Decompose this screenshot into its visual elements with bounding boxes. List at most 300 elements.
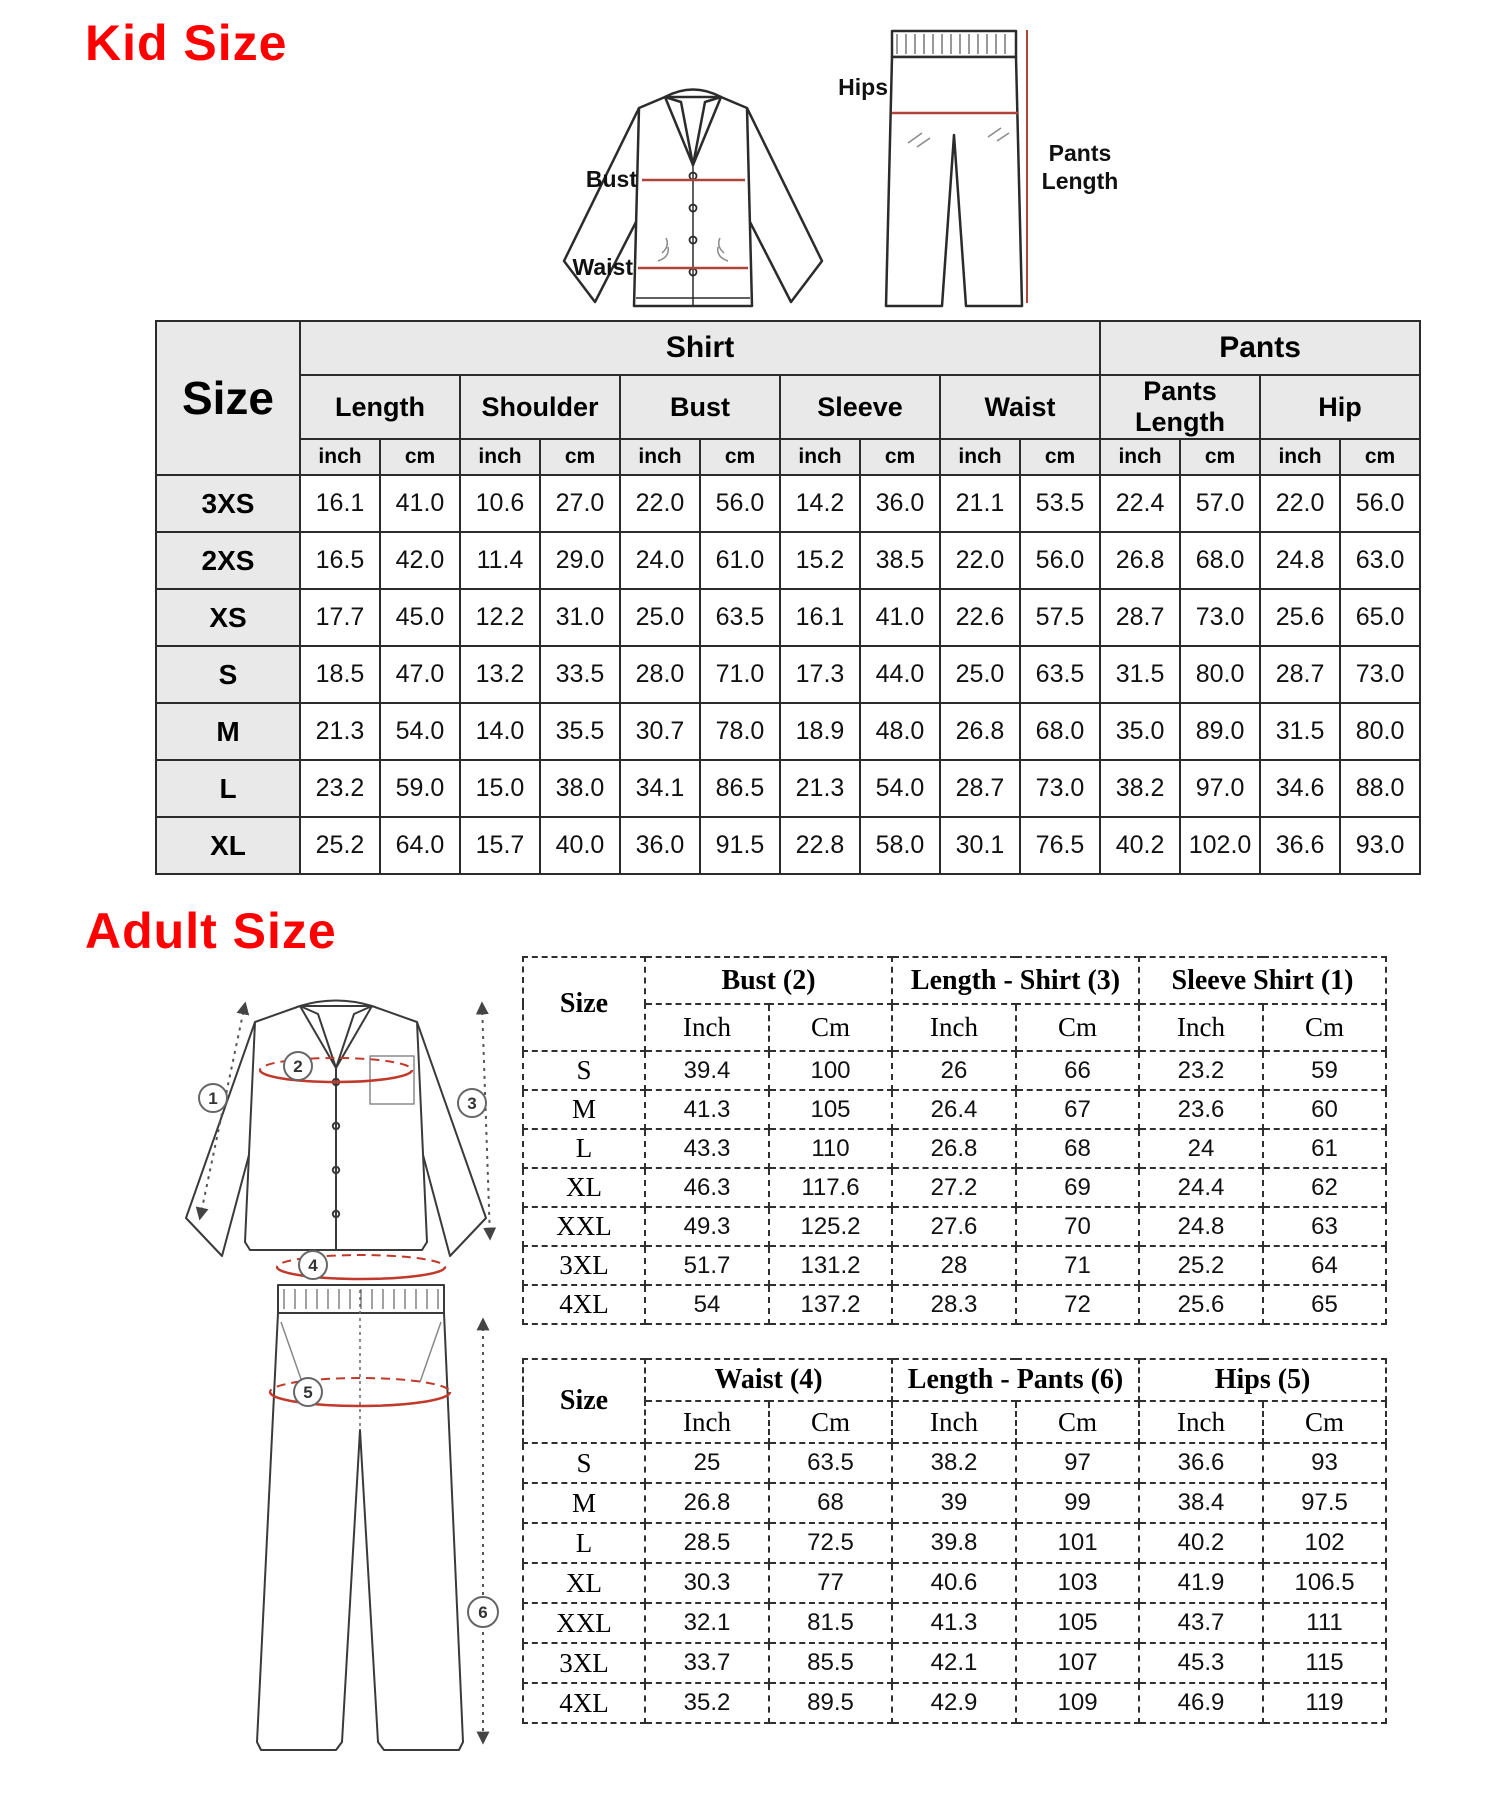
adult-cell: 64: [1263, 1246, 1386, 1285]
kid-unit-cm: cm: [540, 439, 620, 475]
adult-size-title: Adult Size: [85, 903, 337, 959]
kid-cell: 86.5: [700, 760, 780, 817]
kid-cell: 97.0: [1180, 760, 1260, 817]
kid-cell: 40.2: [1100, 817, 1180, 874]
adult-row-size: M: [523, 1483, 645, 1523]
kid-cell: 73.0: [1020, 760, 1100, 817]
adult-group-header: Length - Pants (6): [892, 1359, 1139, 1401]
kid-group-header: Pants: [1100, 321, 1420, 375]
kid-unit-inch: inch: [460, 439, 540, 475]
adult-table-row: [523, 1563, 1386, 1603]
kid-cell: 25.0: [940, 646, 1020, 703]
callout-1-number: 1: [208, 1089, 218, 1108]
kid-cell: 26.8: [1100, 532, 1180, 589]
adult-cell: 39.8: [892, 1523, 1016, 1563]
adult-cell: 61: [1263, 1129, 1386, 1168]
adult-table-row: [523, 1246, 1386, 1285]
kid-cell: 57.0: [1180, 475, 1260, 532]
kid-cell: 38.5: [860, 532, 940, 589]
adult-cell: 97: [1016, 1443, 1139, 1483]
kid-unit-inch: inch: [780, 439, 860, 475]
adult-row-size: 4XL: [523, 1683, 645, 1723]
adult-table-row: [523, 1090, 1386, 1129]
adult-row-size: XL: [523, 1563, 645, 1603]
adult-table-row: [523, 1168, 1386, 1207]
kid-cell: 21.3: [300, 703, 380, 760]
adult-cell: 46.3: [645, 1168, 769, 1207]
adult-cell: 24: [1139, 1129, 1263, 1168]
kid-cell: 22.0: [620, 475, 700, 532]
adult-cell: 69: [1016, 1168, 1139, 1207]
adult-unit-cm: Cm: [769, 1004, 892, 1051]
adult-unit-cm: Cm: [1016, 1004, 1139, 1051]
kid-cell: 63.5: [700, 589, 780, 646]
adult-group-header: Sleeve Shirt (1): [1139, 957, 1386, 1004]
kid-table-row: [156, 589, 1420, 646]
kid-cell: 17.3: [780, 646, 860, 703]
kid-cell: 58.0: [860, 817, 940, 874]
adult-unit-inch: Inch: [1139, 1004, 1263, 1051]
kid-cell: 22.4: [1100, 475, 1180, 532]
adult-table-row: [523, 1683, 1386, 1723]
kid-cell: 53.5: [1020, 475, 1100, 532]
adult-cell: 62: [1263, 1168, 1386, 1207]
adult-cell: 40.2: [1139, 1523, 1263, 1563]
kid-cell: 71.0: [700, 646, 780, 703]
kid-cell: 76.5: [1020, 817, 1100, 874]
adult-cell: 63: [1263, 1207, 1386, 1246]
kid-cell: 38.2: [1100, 760, 1180, 817]
kid-cell: 22.8: [780, 817, 860, 874]
kid-cell: 13.2: [460, 646, 540, 703]
kid-column-header: Length: [300, 375, 460, 439]
adult-cell: 77: [769, 1563, 892, 1603]
kid-cell: 22.6: [940, 589, 1020, 646]
kid-cell: 36.6: [1260, 817, 1340, 874]
adult-cell: 41.3: [645, 1090, 769, 1129]
kid-cell: 68.0: [1020, 703, 1100, 760]
adult-cell: 35.2: [645, 1683, 769, 1723]
kid-cell: 48.0: [860, 703, 940, 760]
adult-table-row: [523, 1483, 1386, 1523]
kid-cell: 21.1: [940, 475, 1020, 532]
adult-cell: 46.9: [1139, 1683, 1263, 1723]
kid-cell: 36.0: [620, 817, 700, 874]
adult-cell: 28.5: [645, 1523, 769, 1563]
kid-cell: 59.0: [380, 760, 460, 817]
kid-row-size: XL: [156, 817, 300, 874]
adult-cell: 93: [1263, 1443, 1386, 1483]
kid-cell: 23.2: [300, 760, 380, 817]
kid-cell: 73.0: [1340, 646, 1420, 703]
adult-cell: 36.6: [1139, 1443, 1263, 1483]
kid-cell: 34.6: [1260, 760, 1340, 817]
adult-table-row: [523, 1129, 1386, 1168]
callout-1: [199, 1084, 227, 1112]
kid-unit-cm: cm: [1180, 439, 1260, 475]
kid-cell: 61.0: [700, 532, 780, 589]
adult-cell: 102: [1263, 1523, 1386, 1563]
adult-cell: 100: [769, 1051, 892, 1090]
kid-unit-inch: inch: [940, 439, 1020, 475]
adult-cell: 40.6: [892, 1563, 1016, 1603]
adult-cell: 137.2: [769, 1285, 892, 1324]
kid-cell: 22.0: [940, 532, 1020, 589]
adult-cell: 67: [1016, 1090, 1139, 1129]
kid-cell: 56.0: [1340, 475, 1420, 532]
kid-cell: 38.0: [540, 760, 620, 817]
adult-cell: 65: [1263, 1285, 1386, 1324]
adult-cell: 107: [1016, 1643, 1139, 1683]
kid-cell: 11.4: [460, 532, 540, 589]
adult-unit-cm: Cm: [1016, 1401, 1139, 1443]
adult-shirt-size-table: [522, 956, 1387, 1325]
kid-unit-cm: cm: [1340, 439, 1420, 475]
callout-3: [458, 1089, 486, 1117]
adult-cell: 27.2: [892, 1168, 1016, 1207]
callout-4: [299, 1251, 327, 1279]
adult-cell: 72.5: [769, 1523, 892, 1563]
kid-column-header: Shoulder: [460, 375, 620, 439]
adult-row-size: L: [523, 1129, 645, 1168]
adult-cell: 54: [645, 1285, 769, 1324]
kid-cell: 45.0: [380, 589, 460, 646]
adult-cell: 49.3: [645, 1207, 769, 1246]
adult-table-row: [523, 1523, 1386, 1563]
kid-cell: 30.7: [620, 703, 700, 760]
kid-cell: 91.5: [700, 817, 780, 874]
adult-cell: 39: [892, 1483, 1016, 1523]
adult-table-row: [523, 1443, 1386, 1483]
kid-cell: 18.5: [300, 646, 380, 703]
adult-cell: 59: [1263, 1051, 1386, 1090]
kid-cell: 34.1: [620, 760, 700, 817]
adult-cell: 39.4: [645, 1051, 769, 1090]
kid-cell: 44.0: [860, 646, 940, 703]
kid-cell: 10.6: [460, 475, 540, 532]
kid-cell: 22.0: [1260, 475, 1340, 532]
kid-size-title: Kid Size: [85, 15, 288, 71]
adult-cell: 42.1: [892, 1643, 1016, 1683]
callout-4-number: 4: [308, 1256, 318, 1275]
kid-unit-inch: inch: [620, 439, 700, 475]
kid-cell: 35.5: [540, 703, 620, 760]
kid-size-table: [155, 320, 1421, 875]
adult-cell: 63.5: [769, 1443, 892, 1483]
kid-cell: 54.0: [380, 703, 460, 760]
adult-cell: 81.5: [769, 1603, 892, 1643]
adult-cell: 89.5: [769, 1683, 892, 1723]
kid-size-header: Size: [156, 321, 300, 475]
kid-unit-inch: inch: [1100, 439, 1180, 475]
adult-row-size: 4XL: [523, 1285, 645, 1324]
adult-cell: 103: [1016, 1563, 1139, 1603]
adult-unit-cm: Cm: [1263, 1401, 1386, 1443]
kid-cell: 25.6: [1260, 589, 1340, 646]
callout-3-number: 3: [467, 1094, 477, 1113]
kid-table-row: [156, 646, 1420, 703]
adult-cell: 28: [892, 1246, 1016, 1285]
adult-table-row: [523, 1285, 1386, 1324]
kid-cell: 18.9: [780, 703, 860, 760]
adult-table-row: [523, 1603, 1386, 1643]
adult-group-header: Hips (5): [1139, 1359, 1386, 1401]
kid-cell: 16.1: [300, 475, 380, 532]
adult-row-size: M: [523, 1090, 645, 1129]
adult-group-header: Bust (2): [645, 957, 892, 1004]
adult-cell: 33.7: [645, 1643, 769, 1683]
adult-table-row: [523, 1207, 1386, 1246]
adult-row-size: 3XL: [523, 1246, 645, 1285]
kid-cell: 14.0: [460, 703, 540, 760]
kid-cell: 31.5: [1260, 703, 1340, 760]
kid-cell: 15.0: [460, 760, 540, 817]
kid-cell: 31.5: [1100, 646, 1180, 703]
adult-cell: 110: [769, 1129, 892, 1168]
kid-row-size: M: [156, 703, 300, 760]
kid-cell: 102.0: [1180, 817, 1260, 874]
adult-unit-inch: Inch: [645, 1004, 769, 1051]
adult-cell: 24.8: [1139, 1207, 1263, 1246]
adult-cell: 26.8: [892, 1129, 1016, 1168]
adult-unit-inch: Inch: [645, 1401, 769, 1443]
kid-cell: 57.5: [1020, 589, 1100, 646]
kid-waist-label: Waist: [572, 254, 633, 280]
kid-column-header: Hip: [1260, 375, 1420, 439]
kid-bust-label: Bust: [585, 166, 637, 192]
kid-cell: 14.2: [780, 475, 860, 532]
kid-cell: 15.2: [780, 532, 860, 589]
adult-row-size: XXL: [523, 1603, 645, 1643]
adult-cell: 24.4: [1139, 1168, 1263, 1207]
kid-cell: 36.0: [860, 475, 940, 532]
adult-group-header: Length - Shirt (3): [892, 957, 1139, 1004]
adult-pants-table-body: [523, 1443, 1386, 1723]
callout-2-number: 2: [293, 1057, 303, 1076]
adult-cell: 26.8: [645, 1483, 769, 1523]
kid-cell: 24.0: [620, 532, 700, 589]
adult-table-row: [523, 1051, 1386, 1090]
kid-cell: 42.0: [380, 532, 460, 589]
adult-cell: 45.3: [1139, 1643, 1263, 1683]
adult-unit-cm: Cm: [1263, 1004, 1386, 1051]
kid-table-row: [156, 532, 1420, 589]
adult-row-size: XXL: [523, 1207, 645, 1246]
adult-cell: 72: [1016, 1285, 1139, 1324]
adult-cell: 38.4: [1139, 1483, 1263, 1523]
adult-cell: 131.2: [769, 1246, 892, 1285]
kid-cell: 68.0: [1180, 532, 1260, 589]
kid-hips-label: Hips: [838, 74, 888, 100]
adult-cell: 41.3: [892, 1603, 1016, 1643]
adult-cell: 119: [1263, 1683, 1386, 1723]
kid-unit-cm: cm: [380, 439, 460, 475]
adult-cell: 32.1: [645, 1603, 769, 1643]
adult-unit-inch: Inch: [1139, 1401, 1263, 1443]
kid-cell: 78.0: [700, 703, 780, 760]
adult-cell: 70: [1016, 1207, 1139, 1246]
kid-cell: 56.0: [700, 475, 780, 532]
kid-table-row: [156, 817, 1420, 874]
adult-cell: 42.9: [892, 1683, 1016, 1723]
adult-cell: 66: [1016, 1051, 1139, 1090]
adult-size-header: Size: [523, 957, 645, 1051]
adult-group-header: Waist (4): [645, 1359, 892, 1401]
kid-unit-cm: cm: [700, 439, 780, 475]
kid-group-header: Shirt: [300, 321, 1100, 375]
adult-cell: 26.4: [892, 1090, 1016, 1129]
adult-cell: 38.2: [892, 1443, 1016, 1483]
kid-pants-length-label-line2: Length: [1041, 168, 1119, 194]
kid-column-header: Waist: [940, 375, 1100, 439]
adult-cell: 23.6: [1139, 1090, 1263, 1129]
adult-cell: 28.3: [892, 1285, 1016, 1324]
kid-cell: 41.0: [380, 475, 460, 532]
kid-cell: 15.7: [460, 817, 540, 874]
adult-unit-inch: Inch: [892, 1004, 1016, 1051]
adult-cell: 68: [1016, 1129, 1139, 1168]
adult-row-size: L: [523, 1523, 645, 1563]
kid-garment-diagram: [440, 15, 1140, 320]
kid-table-head: [156, 321, 1420, 475]
adult-cell: 97.5: [1263, 1483, 1386, 1523]
kid-cell: 17.7: [300, 589, 380, 646]
kid-cell: 80.0: [1180, 646, 1260, 703]
adult-cell: 25.2: [1139, 1246, 1263, 1285]
adult-shirt-table-body: [523, 1051, 1386, 1324]
kid-cell: 27.0: [540, 475, 620, 532]
adult-garment-diagram: [150, 990, 530, 1760]
kid-cell: 89.0: [1180, 703, 1260, 760]
kid-cell: 64.0: [380, 817, 460, 874]
kid-cell: 56.0: [1020, 532, 1100, 589]
adult-unit-cm: Cm: [769, 1401, 892, 1443]
adult-size-header: Size: [523, 1359, 645, 1443]
kid-cell: 93.0: [1340, 817, 1420, 874]
adult-pajama-shirt: [186, 1001, 486, 1257]
kid-cell: 80.0: [1340, 703, 1420, 760]
adult-cell: 25.6: [1139, 1285, 1263, 1324]
kid-cell: 47.0: [380, 646, 460, 703]
kid-cell: 54.0: [860, 760, 940, 817]
adult-table-row: [523, 1643, 1386, 1683]
kid-cell: 12.2: [460, 589, 540, 646]
adult-cell: 117.6: [769, 1168, 892, 1207]
adult-cell: 27.6: [892, 1207, 1016, 1246]
adult-cell: 30.3: [645, 1563, 769, 1603]
adult-cell: 51.7: [645, 1246, 769, 1285]
kid-cell: 73.0: [1180, 589, 1260, 646]
kid-table-row: [156, 475, 1420, 532]
kid-cell: 30.1: [940, 817, 1020, 874]
kid-table-row: [156, 703, 1420, 760]
adult-pants-table-head: [523, 1359, 1386, 1443]
adult-pants-size-table: [522, 1358, 1387, 1724]
kid-cell: 21.3: [780, 760, 860, 817]
adult-unit-inch: Inch: [892, 1401, 1016, 1443]
kid-cell: 16.1: [780, 589, 860, 646]
adult-cell: 71: [1016, 1246, 1139, 1285]
kid-row-size: 3XS: [156, 475, 300, 532]
adult-cell: 43.3: [645, 1129, 769, 1168]
kid-cell: 63.0: [1340, 532, 1420, 589]
kid-column-header: Sleeve: [780, 375, 940, 439]
kid-cell: 28.7: [1100, 589, 1180, 646]
callout-2: [284, 1052, 312, 1080]
kid-unit-inch: inch: [1260, 439, 1340, 475]
kid-cell: 24.8: [1260, 532, 1340, 589]
kid-row-size: S: [156, 646, 300, 703]
adult-cell: 106.5: [1263, 1563, 1386, 1603]
adult-cell: 25: [645, 1443, 769, 1483]
kid-cell: 40.0: [540, 817, 620, 874]
kid-unit-inch: inch: [300, 439, 380, 475]
kid-cell: 28.0: [620, 646, 700, 703]
adult-cell: 101: [1016, 1523, 1139, 1563]
kid-cell: 26.8: [940, 703, 1020, 760]
callout-6-number: 6: [478, 1603, 488, 1622]
kid-cell: 28.7: [1260, 646, 1340, 703]
adult-row-size: XL: [523, 1168, 645, 1207]
kid-cell: 88.0: [1340, 760, 1420, 817]
kid-cell: 16.5: [300, 532, 380, 589]
kid-cell: 31.0: [540, 589, 620, 646]
adult-cell: 115: [1263, 1643, 1386, 1683]
adult-cell: 68: [769, 1483, 892, 1523]
adult-cell: 125.2: [769, 1207, 892, 1246]
kid-pajama-pants: [886, 31, 1022, 306]
kid-cell: 28.7: [940, 760, 1020, 817]
kid-cell: 35.0: [1100, 703, 1180, 760]
kid-column-header: Pants Length: [1100, 375, 1260, 439]
adult-cell: 111: [1263, 1603, 1386, 1643]
adult-cell: 41.9: [1139, 1563, 1263, 1603]
adult-cell: 105: [769, 1090, 892, 1129]
adult-row-size: 3XL: [523, 1643, 645, 1683]
adult-cell: 99: [1016, 1483, 1139, 1523]
kid-cell: 33.5: [540, 646, 620, 703]
kid-cell: 41.0: [860, 589, 940, 646]
adult-cell: 26: [892, 1051, 1016, 1090]
adult-cell: 43.7: [1139, 1603, 1263, 1643]
kid-row-size: 2XS: [156, 532, 300, 589]
callout-6: [468, 1597, 498, 1627]
kid-pants-length-label-line1: Pants: [1048, 140, 1112, 166]
adult-pajama-pants: [257, 1285, 463, 1750]
kid-cell: 25.2: [300, 817, 380, 874]
kid-row-size: L: [156, 760, 300, 817]
adult-cell: 85.5: [769, 1643, 892, 1683]
callout-5-number: 5: [303, 1383, 313, 1402]
kid-row-size: XS: [156, 589, 300, 646]
adult-cell: 109: [1016, 1683, 1139, 1723]
adult-cell: 23.2: [1139, 1051, 1263, 1090]
kid-cell: 63.5: [1020, 646, 1100, 703]
kid-table-body: [156, 475, 1420, 874]
kid-cell: 65.0: [1340, 589, 1420, 646]
kid-column-header: Bust: [620, 375, 780, 439]
adult-cell: 105: [1016, 1603, 1139, 1643]
adult-row-size: S: [523, 1051, 645, 1090]
kid-unit-cm: cm: [860, 439, 940, 475]
kid-cell: 25.0: [620, 589, 700, 646]
callout-5: [294, 1378, 322, 1406]
adult-row-size: S: [523, 1443, 645, 1483]
kid-table-row: [156, 760, 1420, 817]
kid-cell: 29.0: [540, 532, 620, 589]
kid-unit-cm: cm: [1020, 439, 1100, 475]
adult-cell: 60: [1263, 1090, 1386, 1129]
